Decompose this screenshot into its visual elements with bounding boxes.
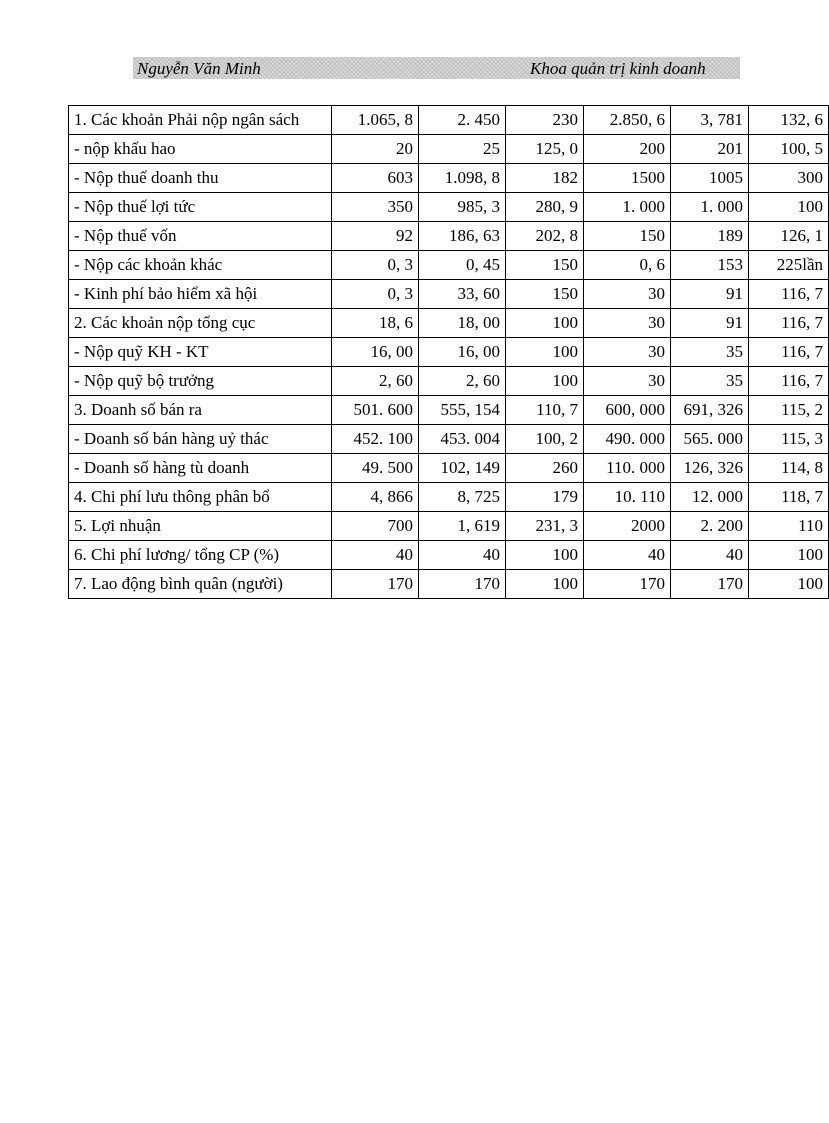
value-cell: 18, 6 [332,309,419,338]
value-cell: 116, 7 [749,338,829,367]
value-cell: 100, 2 [506,425,584,454]
row-label: 6. Chi phí lương/ tổng CP (%) [69,541,332,570]
table-row [69,280,829,309]
value-cell: 100 [749,541,829,570]
table-row [69,251,829,280]
value-cell: 132, 6 [749,106,829,135]
table-body [69,106,829,599]
value-cell: 2. 200 [671,512,749,541]
financial-table-wrapper [68,105,823,599]
value-cell: 18, 00 [419,309,506,338]
value-cell: 0, 3 [332,280,419,309]
value-cell: 40 [671,541,749,570]
row-label: 4. Chi phí lưu thông phân bổ [69,483,332,512]
table-row [69,512,829,541]
value-cell: 100 [506,570,584,599]
row-label: 3. Doanh số bán ra [69,396,332,425]
value-cell: 555, 154 [419,396,506,425]
value-cell: 170 [584,570,671,599]
value-cell: 35 [671,338,749,367]
value-cell: 118, 7 [749,483,829,512]
value-cell: 150 [506,251,584,280]
value-cell: 1.098, 8 [419,164,506,193]
table-row [69,164,829,193]
table-row [69,570,829,599]
table-row [69,135,829,164]
value-cell: 225lần [749,251,829,280]
value-cell: 1005 [671,164,749,193]
table-row [69,396,829,425]
row-label: - Doanh số hàng tù doanh [69,454,332,483]
value-cell: 30 [584,309,671,338]
value-cell: 150 [584,222,671,251]
value-cell: 260 [506,454,584,483]
value-cell: 100 [506,309,584,338]
value-cell: 35 [671,367,749,396]
value-cell: 92 [332,222,419,251]
value-cell: 4, 866 [332,483,419,512]
row-label: - nộp khấu hao [69,135,332,164]
value-cell: 115, 2 [749,396,829,425]
value-cell: 179 [506,483,584,512]
value-cell: 1. 000 [584,193,671,222]
value-cell: 150 [506,280,584,309]
row-label: 1. Các khoản Phải nộp ngân sách [69,106,332,135]
value-cell: 33, 60 [419,280,506,309]
value-cell: 20 [332,135,419,164]
row-label: - Nộp thuế doanh thu [69,164,332,193]
value-cell: 114, 8 [749,454,829,483]
value-cell: 200 [584,135,671,164]
value-cell: 102, 149 [419,454,506,483]
value-cell: 10. 110 [584,483,671,512]
value-cell: 30 [584,338,671,367]
value-cell: 16, 00 [419,338,506,367]
value-cell: 170 [332,570,419,599]
value-cell: 0, 45 [419,251,506,280]
table-row [69,193,829,222]
value-cell: 100 [749,570,829,599]
value-cell: 8, 725 [419,483,506,512]
value-cell: 100 [506,338,584,367]
value-cell: 280, 9 [506,193,584,222]
value-cell: 300 [749,164,829,193]
value-cell: 91 [671,280,749,309]
table-row [69,367,829,396]
value-cell: 126, 326 [671,454,749,483]
value-cell: 350 [332,193,419,222]
financial-table [68,105,829,599]
value-cell: 691, 326 [671,396,749,425]
value-cell: 170 [419,570,506,599]
row-label: - Kinh phí bảo hiểm xã hội [69,280,332,309]
row-label: - Nộp thuế lợi tức [69,193,332,222]
value-cell: 231, 3 [506,512,584,541]
value-cell: 186, 63 [419,222,506,251]
row-label: - Nộp thuế vốn [69,222,332,251]
value-cell: 2000 [584,512,671,541]
department-name: Khoa quản trị kinh doanh [530,59,706,78]
table-row [69,425,829,454]
value-cell: 0, 3 [332,251,419,280]
value-cell: 100, 5 [749,135,829,164]
value-cell: 25 [419,135,506,164]
value-cell: 452. 100 [332,425,419,454]
value-cell: 603 [332,164,419,193]
table-row [69,454,829,483]
value-cell: 501. 600 [332,396,419,425]
value-cell: 126, 1 [749,222,829,251]
value-cell: 116, 7 [749,280,829,309]
table-row [69,222,829,251]
value-cell: 170 [671,570,749,599]
value-cell: 16, 00 [332,338,419,367]
table-row [69,338,829,367]
value-cell: 202, 8 [506,222,584,251]
value-cell: 700 [332,512,419,541]
row-label: 2. Các khoản nộp tổng cục [69,309,332,338]
value-cell: 1500 [584,164,671,193]
value-cell: 201 [671,135,749,164]
value-cell: 115, 3 [749,425,829,454]
value-cell: 30 [584,280,671,309]
value-cell: 3, 781 [671,106,749,135]
value-cell: 12. 000 [671,483,749,512]
value-cell: 100 [749,193,829,222]
value-cell: 40 [584,541,671,570]
row-label: - Doanh số bán hàng uỷ thác [69,425,332,454]
value-cell: 453. 004 [419,425,506,454]
row-label: - Nộp quỹ KH - KT [69,338,332,367]
value-cell: 182 [506,164,584,193]
value-cell: 2, 60 [419,367,506,396]
value-cell: 110, 7 [506,396,584,425]
value-cell: 490. 000 [584,425,671,454]
value-cell: 125, 0 [506,135,584,164]
row-label: 5. Lợi nhuận [69,512,332,541]
table-row [69,541,829,570]
row-label: - Nộp các khoản khác [69,251,332,280]
value-cell: 2.850, 6 [584,106,671,135]
table-row [69,483,829,512]
value-cell: 30 [584,367,671,396]
row-label: - Nộp quỹ bộ trưởng [69,367,332,396]
value-cell: 1. 000 [671,193,749,222]
value-cell: 116, 7 [749,309,829,338]
value-cell: 91 [671,309,749,338]
value-cell: 0, 6 [584,251,671,280]
table-row [69,309,829,338]
value-cell: 153 [671,251,749,280]
author-name: Nguyễn Văn Minh [137,59,261,78]
value-cell: 2. 450 [419,106,506,135]
value-cell: 40 [332,541,419,570]
value-cell: 49. 500 [332,454,419,483]
value-cell: 100 [506,367,584,396]
value-cell: 1, 619 [419,512,506,541]
value-cell: 40 [419,541,506,570]
value-cell: 600, 000 [584,396,671,425]
table-row [69,106,829,135]
value-cell: 1.065, 8 [332,106,419,135]
value-cell: 2, 60 [332,367,419,396]
value-cell: 189 [671,222,749,251]
value-cell: 110. 000 [584,454,671,483]
value-cell: 110 [749,512,829,541]
row-label: 7. Lao động bình quân (người) [69,570,332,599]
value-cell: 565. 000 [671,425,749,454]
value-cell: 116, 7 [749,367,829,396]
value-cell: 230 [506,106,584,135]
value-cell: 100 [506,541,584,570]
value-cell: 985, 3 [419,193,506,222]
